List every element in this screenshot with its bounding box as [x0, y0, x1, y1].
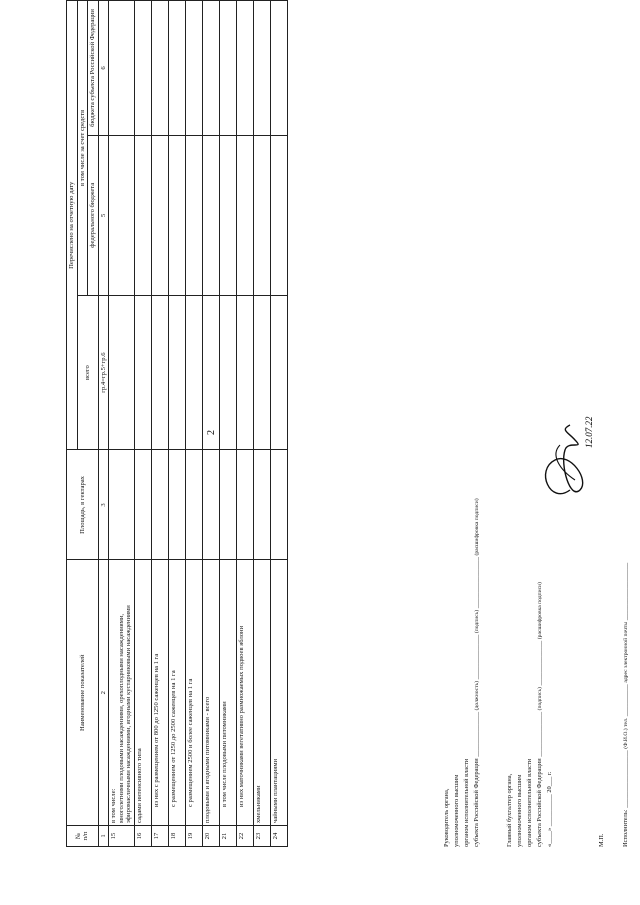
header-name: Наименование показателей — [67, 560, 99, 826]
head-line-3: органом исполнительной власти — [462, 758, 470, 847]
row-name: из них маточниками вегетативно размножаемых подвоев яблони — [237, 560, 254, 826]
stamp-mark: М.П. — [598, 833, 605, 847]
row-total — [186, 295, 203, 450]
table-row — [271, 1, 288, 847]
row-total — [169, 295, 186, 450]
table-row — [254, 1, 271, 847]
row-federal — [186, 135, 203, 295]
row-total — [203, 295, 220, 450]
row-area — [109, 450, 135, 560]
row-area — [152, 450, 169, 560]
table-row — [152, 1, 169, 847]
row-federal — [169, 135, 186, 295]
row-area — [169, 450, 186, 560]
table-row — [135, 1, 152, 847]
row-area — [186, 450, 203, 560]
row-name: хмельниками — [254, 560, 271, 826]
row-area — [254, 450, 271, 560]
date-line: «____» __________ 20___ г. — [545, 771, 553, 847]
header-area: Площадь, в гектарах — [67, 450, 99, 560]
acc-line-3: органом исполнительной власти — [525, 758, 533, 847]
row-number: 22 — [237, 826, 254, 847]
head-signature-block — [442, 498, 482, 847]
row-name: с размещением от 1250 до 2500 саженцев на 1 га — [169, 560, 186, 826]
row-area — [237, 450, 254, 560]
row-regional — [152, 1, 169, 136]
accountant-signature-block — [505, 582, 555, 847]
row-federal — [237, 135, 254, 295]
acc-line-4-text: субъекта Российской Федерации — [535, 758, 543, 847]
table-row — [109, 1, 135, 847]
row-total — [237, 295, 254, 450]
executor-line: Исполнитель: __________________ (Ф.И.О.) тел. __________ адрес электронной почты __________________ — [622, 562, 629, 847]
row-regional — [271, 1, 288, 136]
row-federal — [135, 135, 152, 295]
acc-line-1: Главный бухгалтер органа, — [506, 773, 513, 847]
row-total — [109, 295, 135, 450]
row-number: 18 — [169, 826, 186, 847]
row-regional — [203, 1, 220, 136]
row-number: 19 — [186, 826, 203, 847]
row-federal — [109, 135, 135, 295]
row-regional — [169, 1, 186, 136]
head-line-2: уполномоченного высшим — [452, 774, 460, 847]
header-row-1 — [67, 1, 78, 847]
row-area — [271, 450, 288, 560]
fio-tel-caption: (Ф.И.О.) тел. — [623, 717, 629, 749]
acc-line-2: уполномоченного высшим — [515, 774, 523, 847]
row-federal — [203, 135, 220, 295]
colnum-6: 6 — [98, 1, 109, 136]
row-area — [220, 450, 237, 560]
head-line-4: субъекта Российской Федерации ______________ (должность) ______________ (подпись) ________________ (расшифровка подписи) — [472, 498, 480, 847]
sign-caption: (подпись) — [473, 609, 480, 634]
table-row — [169, 1, 186, 847]
row-name: садами интенсивного типа — [135, 560, 152, 826]
row-federal — [254, 135, 271, 295]
row-number: 17 — [152, 826, 169, 847]
page-number: 2 — [206, 430, 217, 435]
header-regional: бюджета субъекта Российской Федерации — [88, 1, 99, 136]
row-name: в том числе плодовыми питомниками — [220, 560, 237, 826]
row-regional — [135, 1, 152, 136]
header-federal: федерального бюджета — [88, 135, 99, 295]
row-name: в том числе: многолетними плодовыми насаждениями, орехоплодными насаждениями, эфиромасличными насаждениями, ягодными кустарниковыми насаждениями — [109, 560, 135, 826]
decode-caption: (расшифровка подписи) — [473, 498, 480, 556]
row-name: с размещением 2500 и более саженцев на 1 га — [186, 560, 203, 826]
report-table — [66, 0, 288, 847]
header-transferred: Перечислено на отчетную дату — [67, 1, 78, 451]
row-name: плодовыми и ягодными питомниками - всего — [203, 560, 220, 826]
head-line-1: Руководитель органа, — [443, 788, 450, 847]
row-number: 24 — [271, 826, 288, 847]
row-total — [152, 295, 169, 450]
table-row — [237, 1, 254, 847]
table-row — [220, 1, 237, 847]
row-total — [271, 295, 288, 450]
row-name: чайными плантациями — [271, 560, 288, 826]
row-area — [135, 450, 152, 560]
acc-sign-caption: (подпись) — [536, 687, 543, 711]
colnum-4: гр.4=гр.5+гр.6 — [98, 295, 109, 450]
row-number: 21 — [220, 826, 237, 847]
row-regional — [220, 1, 237, 136]
position-caption: (должность) — [473, 681, 480, 711]
colnum-5: 5 — [98, 135, 109, 295]
row-name: из них с размещением от 800 до 1250 саженцев на 1 га — [152, 560, 169, 826]
row-federal — [220, 135, 237, 295]
header-incl-funds: в том числе за счет средств — [77, 1, 88, 296]
table-body — [109, 1, 288, 847]
row-number: 23 — [254, 826, 271, 847]
row-federal — [152, 135, 169, 295]
table-row — [203, 1, 220, 847]
header-total: всего — [77, 295, 98, 450]
row-federal — [271, 135, 288, 295]
colnum-2: 2 — [98, 560, 109, 826]
table-row — [186, 1, 203, 847]
head-line-4-text: субъекта Российской Федерации — [472, 758, 480, 847]
handwritten-signature — [530, 400, 610, 510]
row-total — [220, 295, 237, 450]
row-total — [254, 295, 271, 450]
row-total — [135, 295, 152, 450]
row-regional — [109, 1, 135, 136]
row-number: 16 — [135, 826, 152, 847]
row-number: 20 — [203, 826, 220, 847]
acc-decode-caption: (расшифровка подписи) — [536, 582, 543, 640]
row-regional — [254, 1, 271, 136]
handwritten-date: 12.07.22 — [584, 416, 594, 448]
row-regional — [186, 1, 203, 136]
colnum-1: 1 — [98, 826, 109, 847]
email-caption: адрес электронной почты — [623, 621, 629, 683]
column-numbers-row — [98, 1, 109, 847]
executor-label: Исполнитель: — [622, 809, 629, 847]
acc-line-4: субъекта Российской Федерации ______________ (подпись) ______________ (расшифровка подписи) — [535, 582, 543, 847]
row-regional — [237, 1, 254, 136]
row-number: 15 — [109, 826, 135, 847]
row-area — [203, 450, 220, 560]
header-no: № п/п — [67, 826, 99, 847]
colnum-3: 3 — [98, 450, 109, 560]
